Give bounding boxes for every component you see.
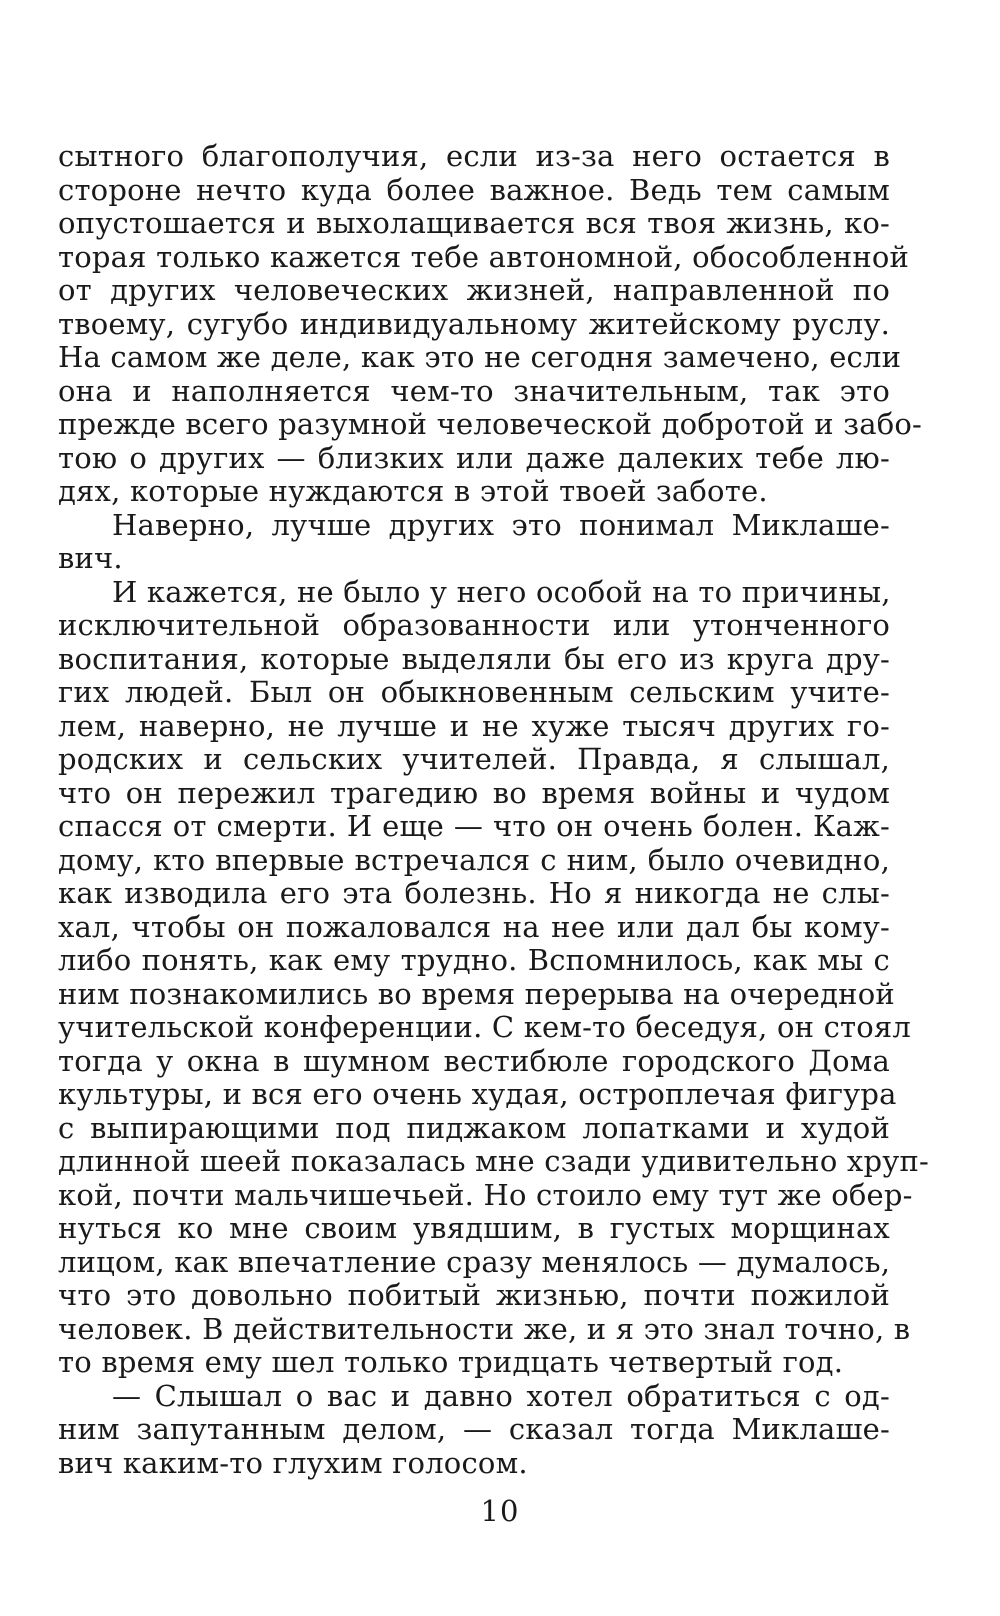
text-line: нуться ко мне своим увядшим, в густых морщинах — [58, 1211, 890, 1245]
text-line: воспитания, которые выделяли бы его из круга дру- — [58, 641, 890, 676]
text-line: торая только кажется тебе автономной, обособленной — [58, 239, 910, 274]
text-line: что он пережил трагедию во время войны и чудом — [58, 775, 890, 810]
text-line: вич. — [58, 541, 123, 575]
text-line: что это довольно побитый жизнью, почти пожилой — [58, 1278, 890, 1312]
text-line: прежде всего разумной человеческой добротой и забо- — [58, 407, 923, 441]
text-line: гих людей. Был он обыкновенным сельским учите- — [58, 675, 890, 709]
text-line: от других человеческих жизней, направленной по — [58, 273, 890, 307]
text-line: И кажется, не было у него особой на то причины, — [112, 574, 891, 609]
text-line: длинной шеей показалась мне сзади удивительно хруп- — [58, 1144, 930, 1178]
text-line: сытного благополучия, если из-за него остается в — [58, 139, 890, 173]
text-line: лицом, как впечатление сразу менялось — думалось, — [58, 1244, 891, 1279]
text-line: ним запутанным делом, — сказал тогда Миклаше- — [58, 1412, 890, 1446]
text-line: лем, наверно, не лучше и не хуже тысяч других го- — [58, 708, 890, 743]
text-line: тогда у окна в шумном вестибюле городского Дома — [58, 1043, 890, 1078]
text-line: то время ему шел только тридцать четвертый год. — [58, 1345, 844, 1379]
text-line: опустошается и выхолащивается вся твоя жизнь, ко- — [58, 206, 890, 240]
text-line: хал, чтобы он пожаловался на нее или дал бы кому- — [58, 909, 890, 944]
text-line: Наверно, лучше других это понимал Миклаше- — [112, 507, 890, 542]
text-line: вич каким-то глухим голосом. — [58, 1445, 528, 1480]
text-line: либо понять, как ему трудно. Вспомнилось, как мы с — [58, 943, 890, 977]
text-line: как изводила его эта болезнь. Но я никогда не слы- — [58, 876, 890, 910]
text-line: стороне нечто куда более важное. Ведь тем самым — [58, 172, 890, 207]
page-text-body — [58, 139, 930, 1480]
text-line: твоему, сугубо индивидуальному житейскому руслу. — [58, 306, 890, 341]
text-line: дях, которые нуждаются в этой твоей заботе. — [58, 474, 768, 508]
text-line: кой, почти мальчишечьей. Но стоило ему тут же обер- — [58, 1177, 913, 1212]
text-line: тою о других — близких или даже далеких тебе лю- — [58, 440, 890, 475]
text-line: исключительной образованности или утонченного — [58, 608, 890, 642]
text-line: спасся от смерти. И еще — что он очень болен. Каж- — [58, 809, 890, 843]
text-line: с выпирающими под пиджаком лопатками и худой — [58, 1110, 890, 1145]
text-line: родских и сельских учителей. Правда, я слышал, — [58, 742, 890, 776]
text-line: культуры, и вся его очень худая, остроплечая фигура — [58, 1077, 897, 1111]
text-line: На самом же деле, как это не сегодня замечено, если — [58, 340, 902, 374]
page-number: 10 — [480, 1494, 520, 1528]
text-line: она и наполняется чем-то значительным, так это — [58, 373, 890, 408]
text-line: ним познакомились во время перерыва на очередной — [58, 976, 895, 1011]
text-line: человек. В действительности же, и я это знал точно, в — [58, 1311, 911, 1346]
text-line: учительской конференции. С кем-то беседуя, он стоял — [58, 1010, 912, 1044]
text-line: — Слышал о вас и давно хотел обратиться с од- — [112, 1378, 890, 1413]
text-line: дому, кто впервые встречался с ним, было очевидно, — [58, 842, 890, 877]
